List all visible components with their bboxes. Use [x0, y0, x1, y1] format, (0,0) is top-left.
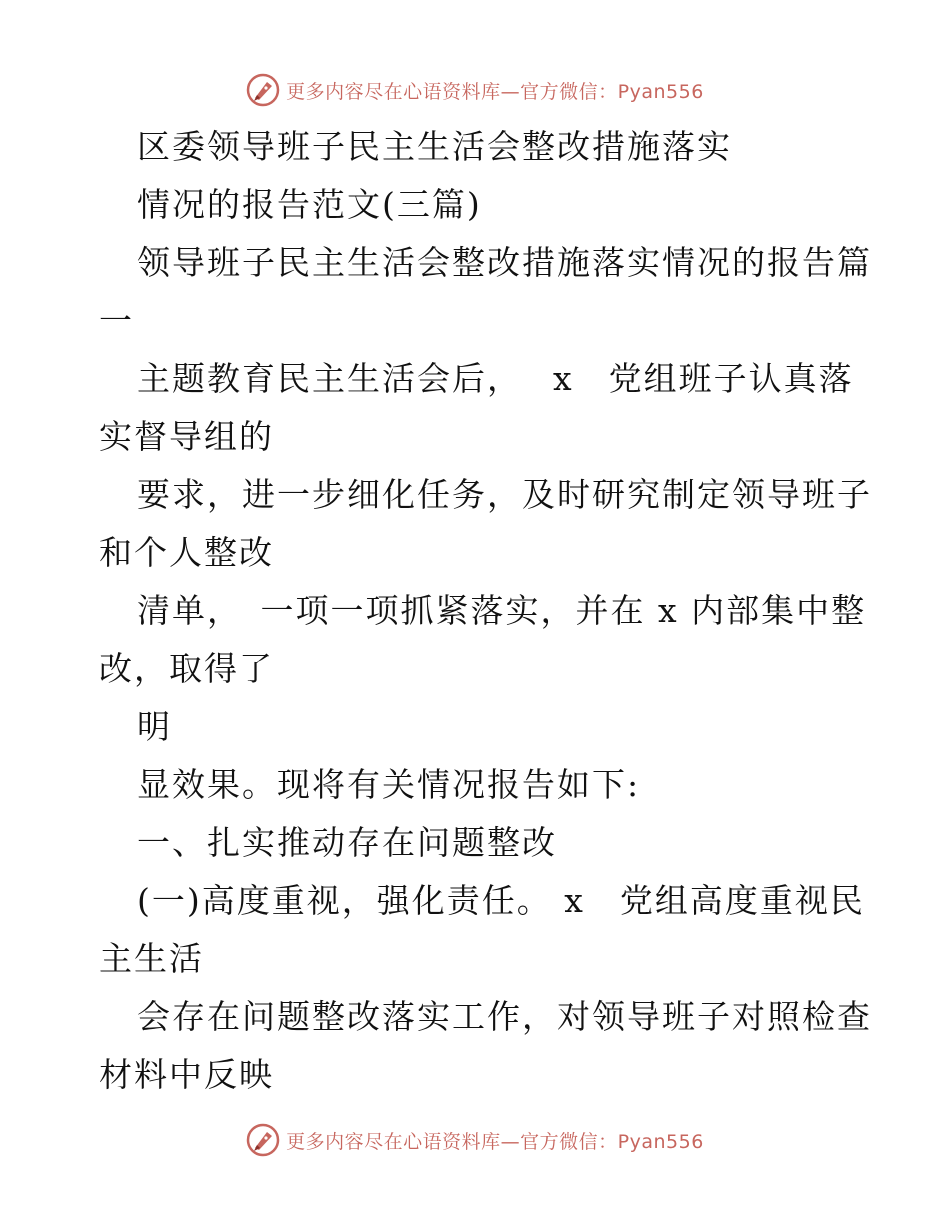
- paragraph-line: 实督导组的: [99, 417, 274, 456]
- paragraph-line: 显效果。现将有关情况报告如下:: [137, 765, 641, 804]
- paragraph-line: 清单， 一项一项抓紧落实，并在 x 内部集中整: [137, 591, 867, 630]
- footer-watermark-text: 更多内容尽在心语资料库—官方微信：Pyan556: [286, 1130, 704, 1153]
- paragraph-line: 主生活: [99, 939, 204, 978]
- paragraph-line: 和个人整改: [99, 533, 274, 572]
- footer-watermark: [0, 1120, 950, 1160]
- section-heading-line-1: 领导班子民主生活会整改措施落实情况的报告篇: [137, 243, 872, 282]
- section-heading-line-2: 一: [99, 301, 134, 340]
- paragraph-line: 会存在问题整改落实工作，对领导班子对照检查: [137, 997, 872, 1036]
- doc-title-line-1: 区委领导班子民主生活会整改措施落实: [137, 127, 732, 166]
- paragraph-line: (一)高度重视，强化责任。 x 党组高度重视民: [137, 881, 865, 920]
- paragraph-line: 材料中反映: [99, 1055, 274, 1094]
- paragraph-line: 主题教育民主生活会后， x 党组班子认真落: [137, 359, 854, 398]
- fountain-pen-logo-icon: [246, 1123, 280, 1157]
- subheading-line: 一、扎实推动存在问题整改: [137, 823, 557, 862]
- header-watermark-text: 更多内容尽在心语资料库—官方微信：Pyan556: [286, 80, 704, 103]
- paragraph-line: 改，取得了: [99, 649, 274, 688]
- paragraph-line: 要求，进一步细化任务，及时研究制定领导班子: [137, 475, 872, 514]
- doc-title-line-2: 情况的报告范文(三篇): [137, 185, 482, 224]
- paragraph-line: 明: [137, 707, 172, 746]
